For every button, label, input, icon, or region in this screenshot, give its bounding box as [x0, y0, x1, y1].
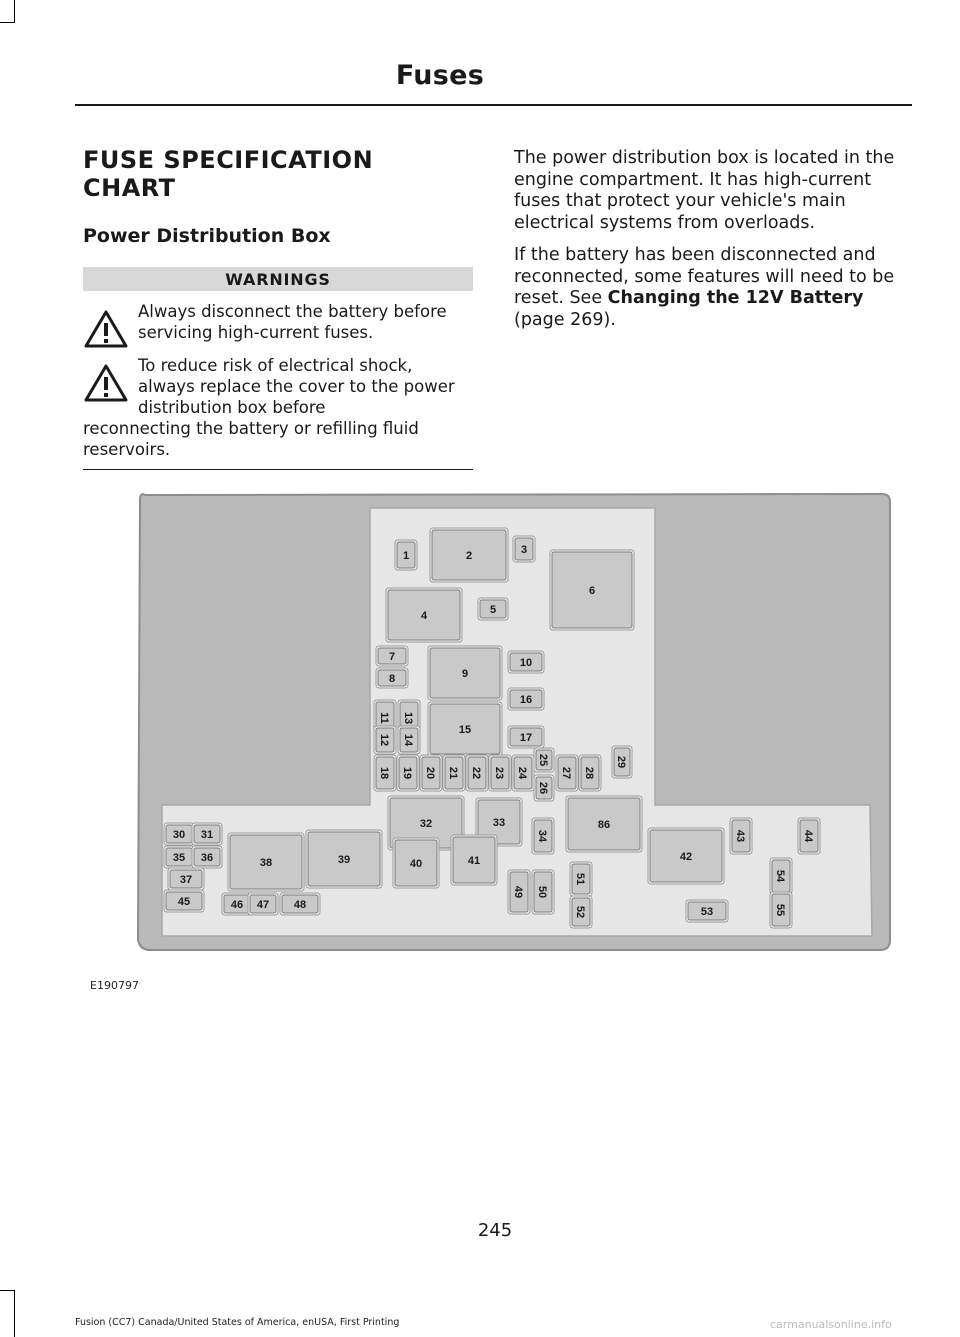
fuse-label-1: 1 [402, 550, 410, 562]
fuse-label-23: 23 [493, 766, 505, 780]
fuse-label-4: 4 [420, 610, 428, 622]
fuse-label-34: 34 [536, 829, 548, 843]
fuse-label-21: 21 [447, 766, 459, 780]
left-column [83, 146, 473, 470]
fuse-label-11: 11 [378, 712, 390, 724]
warning-icon [83, 309, 129, 349]
fuse-label-14: 14 [402, 733, 414, 747]
fuse-label-9: 9 [461, 668, 469, 680]
fuse-label-33: 33 [492, 817, 506, 829]
fuse-label-29: 29 [615, 755, 627, 769]
figure-id: E190797 [90, 979, 139, 992]
crop-mark [0, 1290, 15, 1291]
fuse-label-31: 31 [200, 829, 214, 841]
fuse-label-37: 37 [179, 874, 193, 886]
fuse-label-30: 30 [172, 829, 186, 841]
warning-text: Always disconnect the battery before servicing high-current fuses. [138, 302, 447, 342]
page-number: 245 [477, 1220, 513, 1241]
fuse-label-8: 8 [388, 673, 396, 685]
warning-text: To reduce risk of electrical shock, always replace the cover to the power distribution box before [138, 356, 455, 417]
fuse-label-7: 7 [388, 651, 396, 663]
fuse-label-49: 49 [512, 885, 524, 899]
fuse-label-20: 20 [424, 766, 436, 780]
warning-text-continued: reconnecting the battery or refilling fluid reservoirs. [83, 419, 419, 459]
body-paragraph [514, 245, 910, 331]
right-column [514, 148, 910, 342]
watermark: carmanualsonline.info [770, 1318, 892, 1331]
fuse-label-39: 39 [337, 854, 351, 866]
fuse-label-55: 55 [774, 903, 786, 917]
crop-mark [0, 22, 15, 23]
fuse-label-53: 53 [700, 906, 714, 918]
fuse-label-16: 16 [519, 694, 533, 706]
fuse-label-5: 5 [489, 604, 497, 616]
fuse-label-6: 6 [588, 585, 596, 597]
warnings-bar: WARNINGS [83, 267, 473, 291]
fuse-label-26: 26 [537, 781, 549, 795]
fuse-label-51: 51 [574, 872, 586, 886]
fuse-label-41: 41 [467, 855, 481, 867]
fuse-label-22: 22 [470, 766, 482, 780]
warning-item [83, 301, 473, 343]
crop-mark [14, 0, 15, 22]
fuse-label-24: 24 [516, 766, 528, 780]
fuse-label-45: 45 [177, 896, 191, 908]
fuse-box-diagram [120, 480, 900, 960]
page-title: Fuses [395, 60, 485, 91]
fuse-label-27: 27 [560, 766, 572, 780]
fuse-box-svg [120, 480, 900, 960]
fuse-label-10: 10 [519, 657, 533, 669]
fuse-label-13: 13 [402, 711, 414, 725]
section-subheading: Power Distribution Box [83, 225, 331, 247]
fuse-label-28: 28 [583, 766, 595, 780]
fuse-label-36: 36 [200, 852, 214, 864]
fuse-label-40: 40 [409, 858, 423, 870]
fuse-label-54: 54 [774, 869, 786, 883]
paragraph-text: (page 269). [514, 309, 616, 330]
fuse-label-3: 3 [520, 544, 528, 556]
fuse-label-44: 44 [802, 829, 814, 843]
cross-reference-link[interactable]: Changing the 12V Battery [607, 288, 864, 308]
fuse-label-12: 12 [378, 733, 390, 747]
fuse-label-47: 47 [256, 899, 270, 911]
fuse-label-19: 19 [401, 766, 413, 780]
fuse-label-42: 42 [679, 851, 693, 863]
fuse-label-52: 52 [574, 905, 586, 919]
fuse-label-32: 32 [419, 818, 433, 830]
fuse-label-46: 46 [230, 899, 244, 911]
fuse-label-86: 86 [597, 819, 611, 831]
warning-item [83, 355, 473, 460]
fuse-label-17: 17 [519, 732, 533, 744]
footer-text: Fusion (CC7) Canada/United States of America, enUSA, First Printing [75, 1317, 400, 1328]
crop-mark [14, 1290, 15, 1337]
fuse-label-25: 25 [537, 753, 549, 767]
fuse-label-18: 18 [378, 766, 390, 780]
chart-heading: FUSE SPECIFICATION CHART [83, 146, 374, 202]
fuse-label-15: 15 [458, 724, 472, 736]
fuse-label-50: 50 [536, 885, 548, 899]
header-rule [75, 104, 912, 106]
body-paragraph: The power distribution box is located in the engine compartment. It has high-current fuses that protect your vehicle's main electrical systems from overloads. [514, 148, 895, 233]
fuse-label-38: 38 [259, 857, 273, 869]
fuse-label-43: 43 [734, 829, 746, 843]
paragraph-text: If the battery has been disconnected and reconnected, some features will need to be reset. See [514, 245, 895, 308]
fuse-label-2: 2 [465, 550, 473, 562]
warning-icon [83, 363, 129, 403]
warning-rule [83, 469, 473, 470]
fuse-label-48: 48 [293, 899, 307, 911]
fuse-label-35: 35 [172, 852, 186, 864]
